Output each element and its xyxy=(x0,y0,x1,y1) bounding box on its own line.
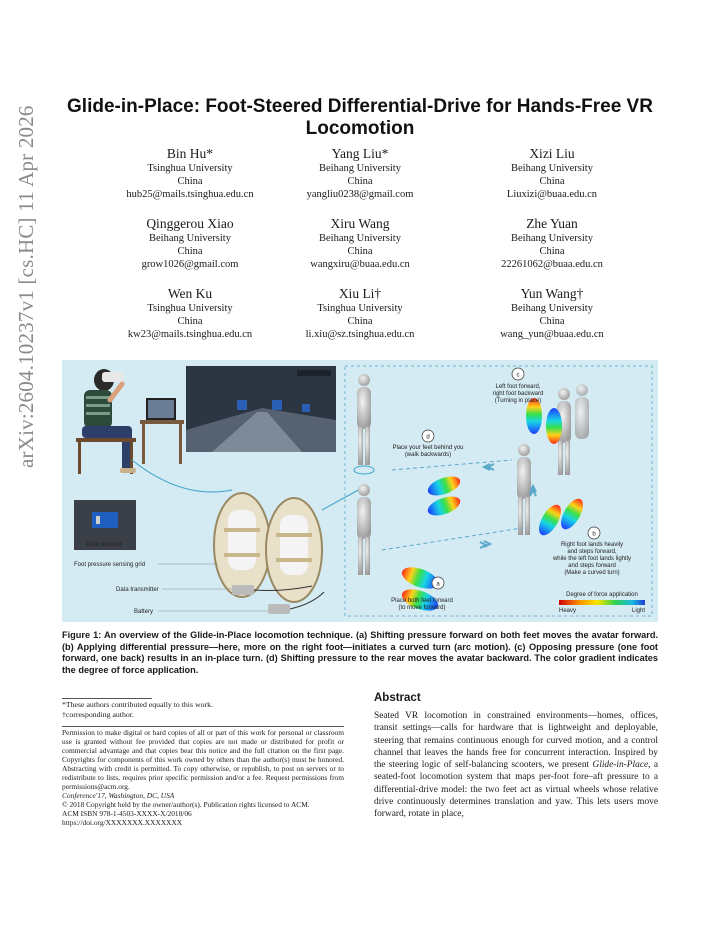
paper-title: Glide-in-Place: Foot-Steered Differential-Drive for Hands-Free VR Locomotion xyxy=(67,96,653,139)
author-country: China xyxy=(347,246,373,257)
author-name: Wen Ku xyxy=(167,286,213,301)
label-a: (to move forward) xyxy=(398,605,446,611)
system-name: Glide-in-Place xyxy=(592,760,649,771)
footnote-rule xyxy=(62,698,152,699)
abstract-heading: Abstract xyxy=(374,692,421,704)
author-affiliation: Beihang University xyxy=(319,233,401,244)
author-name: Zhe Yuan xyxy=(526,216,578,231)
author-block xyxy=(452,146,652,201)
conference-line: Conference'17, Washington, DC, USA xyxy=(62,791,175,800)
footnote-corresponding: †corresponding author. xyxy=(62,709,134,719)
panel-letter-c: c xyxy=(516,372,520,379)
abstract-part: Seated VR locomotion in constrained environments—homes, offices, transit settings—calls for hardware that is lightweight and deployable, steering that remains continuous enough for curved motion, and a control channel that leaves the hands free for concurrent interaction. Inspired by the steering logic of self-balancing scooters, we present xyxy=(374,711,658,771)
panel-marker-d xyxy=(422,430,434,442)
permission-rule xyxy=(62,726,344,727)
isbn-line: ACM ISBN 978-1-4503-XXXX-X/2018/06 xyxy=(62,809,192,818)
label-d: (walk backwards) xyxy=(404,452,452,458)
author-country: China xyxy=(177,316,203,327)
abstract-text xyxy=(374,710,658,821)
author-block xyxy=(452,216,652,271)
permission-block xyxy=(62,728,344,827)
footnotes xyxy=(62,700,344,719)
label-sensing-grid: Foot pressure sensing grid xyxy=(74,562,146,568)
label-a: Place both feet forward xyxy=(391,598,453,604)
author-affiliation: Tsinghua University xyxy=(147,163,233,174)
overview-figure xyxy=(62,360,658,622)
force-legend-bar xyxy=(559,600,645,605)
footnote-equal-contribution: *These authors contributed equally to this work. xyxy=(62,700,213,709)
panel-letter-a: a xyxy=(436,581,440,588)
vr-scene-screenshot xyxy=(186,366,336,452)
label-data-receiver: Data receiver xyxy=(86,542,122,548)
label-battery: Battery xyxy=(134,609,154,615)
author-email[interactable]: hub25@mails.tsinghua.edu.cn xyxy=(126,189,254,200)
copyright-line: © 2018 Copyright held by the owner/author(s). Publication rights licensed to ACM. xyxy=(62,800,310,809)
author-affiliation: Tsinghua University xyxy=(147,303,233,314)
author-email[interactable]: grow1026@gmail.com xyxy=(141,259,239,270)
author-email[interactable]: wang_yun@buaa.edu.cn xyxy=(500,329,604,340)
author-block xyxy=(260,286,460,341)
label-b: (Make a curved turn) xyxy=(564,570,620,576)
author-name: Yang Liu* xyxy=(331,146,389,161)
author-country: China xyxy=(539,246,565,257)
author-affiliation: Tsinghua University xyxy=(317,303,403,314)
label-data-transmitter: Data transmitter xyxy=(116,587,159,593)
author-country: China xyxy=(539,316,565,327)
label-c: (Turning in place) xyxy=(494,398,542,404)
author-name: Bin Hu* xyxy=(166,146,214,161)
author-email[interactable]: Liuxizi@buaa.edu.cn xyxy=(506,189,598,200)
panel-letter-d: d xyxy=(426,434,430,441)
author-email[interactable]: yangliu0238@gmail.com xyxy=(306,189,414,200)
label-b: and steps forward, xyxy=(567,549,617,555)
author-country: China xyxy=(177,246,203,257)
label-d: Place your feet behind you xyxy=(392,445,464,451)
author-country: China xyxy=(347,176,373,187)
author-name: Xizi Liu xyxy=(529,146,575,161)
author-email[interactable]: kw23@mails.tsinghua.edu.cn xyxy=(127,329,253,340)
author-block xyxy=(260,146,460,201)
author-name: Qinggerou Xiao xyxy=(146,216,234,231)
panel-marker-a xyxy=(432,577,444,589)
abstract-part: , a seated-foot locomotion system that maps per-foot fore–aft pressure to a differential-drive model: the two feet act as virtual wheels whose relative drive continuously determines translation and yaw. This lets users move forward, rotate in place, xyxy=(374,760,658,820)
author-block xyxy=(260,216,460,271)
arxiv-stamp: arXiv:2604.10237v1 [cs.HC] 11 Apr 2026 xyxy=(14,105,38,468)
doi-link[interactable]: https://doi.org/XXXXXXX.XXXXXXX xyxy=(62,818,183,827)
author-country: China xyxy=(539,176,565,187)
author-affiliation: Beihang University xyxy=(511,233,593,244)
author-country: China xyxy=(177,176,203,187)
figure-caption: Figure 1: An overview of the Glide-in-Place locomotion technique. (a) Shifting pressure forward on both feet moves the avatar forward. (b) Applying differential pressure—here, more on the right foot—initiates a curved turn (arc motion). (c) Opposing pressure (one foot forward, one back) results in an in-place turn. (d) Shifting pressure to the rear moves the avatar backward. The color gradient indicates the degree of force application. xyxy=(62,630,658,675)
author-email[interactable]: 22261062@buaa.edu.cn xyxy=(501,259,603,270)
author-country: China xyxy=(347,316,373,327)
author-email[interactable]: wangxiru@buaa.edu.cn xyxy=(310,259,410,270)
author-affiliation: Beihang University xyxy=(511,303,593,314)
panel-marker-b xyxy=(588,527,600,539)
label-b: and steps forward xyxy=(568,563,616,569)
legend-heavy: Heavy xyxy=(559,608,577,614)
author-name: Yun Wang† xyxy=(520,286,584,301)
author-affiliation: Beihang University xyxy=(319,163,401,174)
panel-marker-c xyxy=(512,368,524,380)
legend-title: Degree of force application xyxy=(566,592,638,598)
author-affiliation: Beihang University xyxy=(149,233,231,244)
permission-text: Permission to make digital or hard copies of all or part of this work for personal or classroom use is granted without fee provided that copies are not made or distributed for profit or commercial advantage and that copies bear this notice and the full citation on the first page. Copyrights for components of this work owned by others than the author(s) must be honored. Abstracting with credit is permitted. To copy otherwise, or republish, to post on servers or to redistribute to lists, requires prior specific permission and/or a fee. Request permissions from permissions@acm.org. xyxy=(62,728,344,791)
author-name: Xiu Li† xyxy=(338,286,382,301)
label-b: Right foot lands heavily xyxy=(560,542,624,548)
panel-letter-b: b xyxy=(592,531,596,538)
label-c: Left foot forward, xyxy=(495,384,541,390)
author-email[interactable]: li.xiu@sz.tsinghua.edu.cn xyxy=(305,329,415,340)
legend-light: Light xyxy=(631,608,645,614)
author-affiliation: Beihang University xyxy=(511,163,593,174)
author-name: Xiru Wang xyxy=(330,216,390,231)
label-c: right foot backward xyxy=(492,391,544,397)
author-block xyxy=(452,286,652,341)
label-b: while the left foot lands lightly xyxy=(552,556,632,562)
